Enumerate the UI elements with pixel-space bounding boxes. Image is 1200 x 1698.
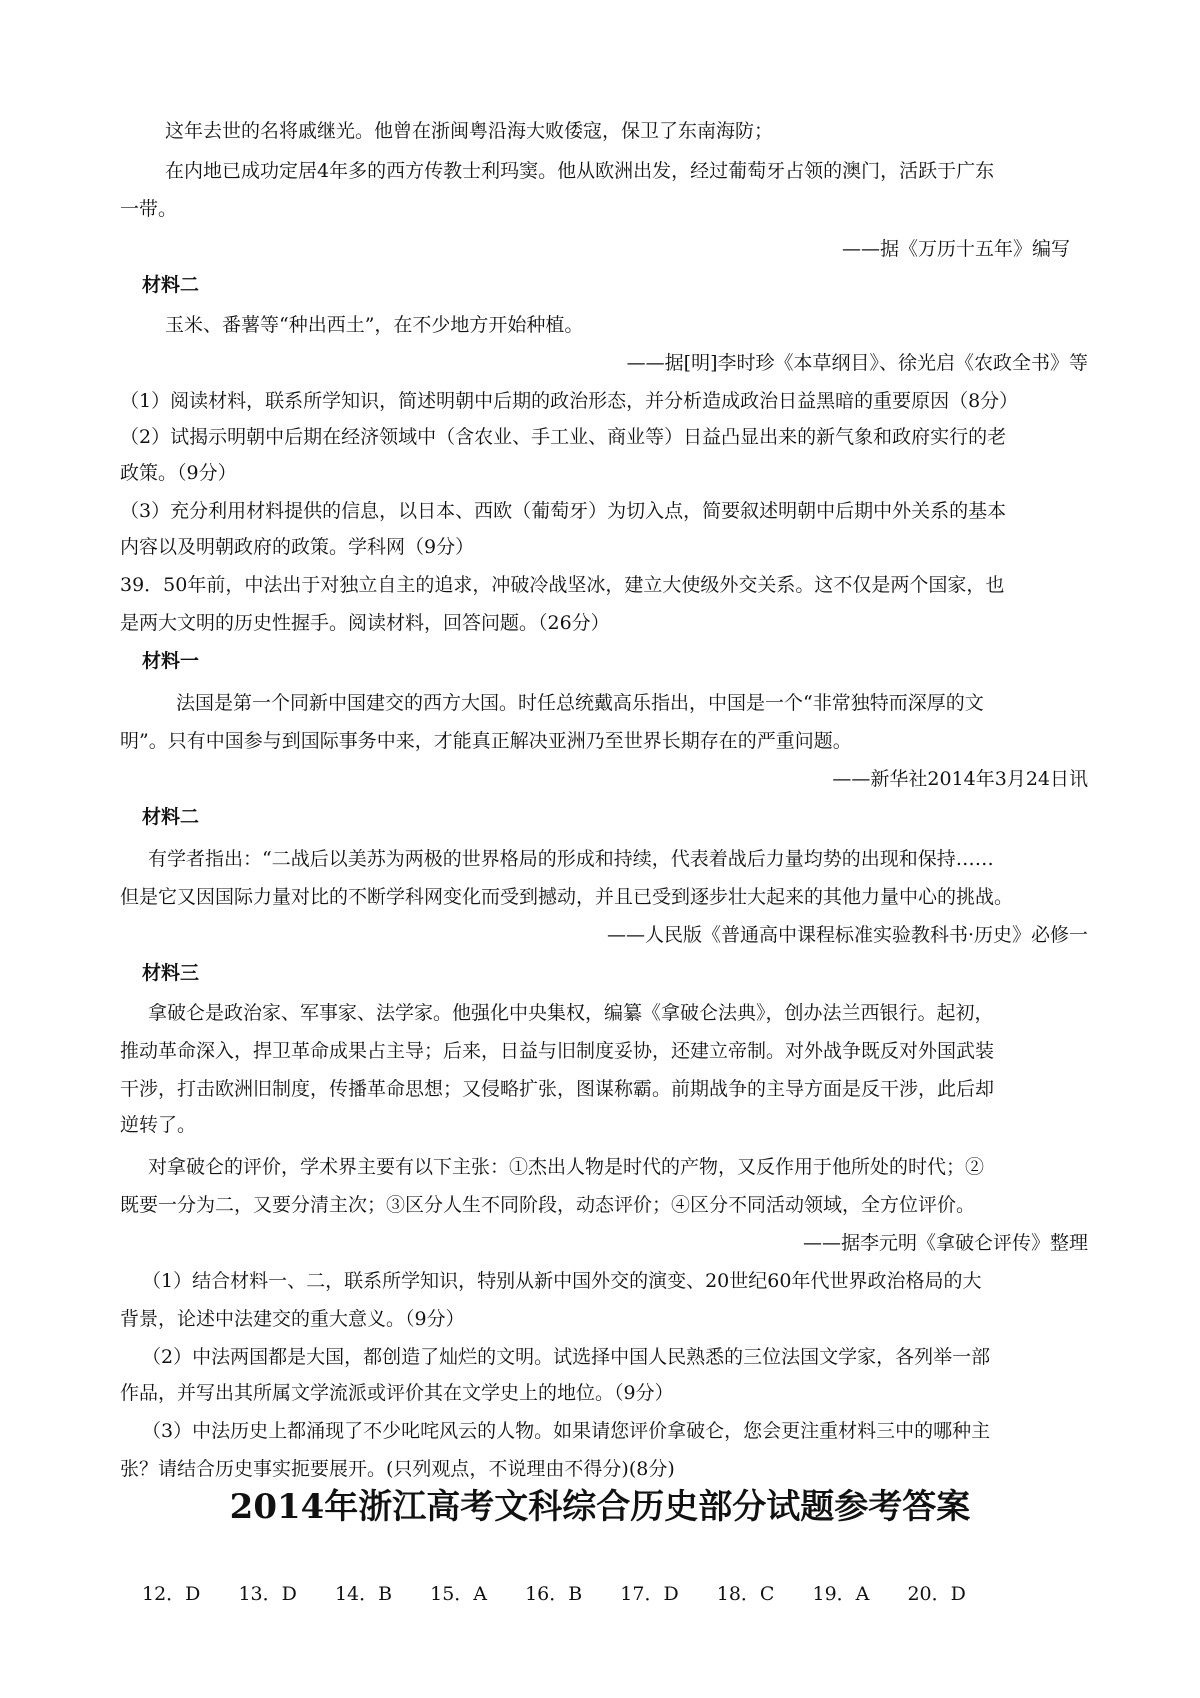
paragraph-line: 在内地已成功定居4年多的西方传教士利玛窦。他从欧洲出发，经过葡萄牙占领的澳门，活跃于广东	[165, 160, 995, 182]
answer-item: 15．A	[430, 1583, 488, 1605]
paragraph-line: 拿破仑是政治家、军事家、法学家。他强化中央集权，编纂《拿破仑法典》，创办法兰西银行。起初，	[148, 1002, 994, 1024]
question-line: （3）充分利用材料提供的信息，以日本、西欧（葡萄牙）为切入点，简要叙述明朝中后期中外关系的基本	[120, 500, 1007, 522]
paragraph-line: 有学者指出：“二战后以美苏为两极的世界格局的形成和持续，代表着战后力量均势的出现和保持……	[148, 848, 994, 870]
question-line: 作品，并写出其所属文学流派或评价其在文学史上的地位。（9分）	[120, 1382, 674, 1404]
answer-item: 19．A	[812, 1583, 870, 1605]
source-citation: ——据[明]李时珍《本草纲目》、徐光启《农政全书》等	[626, 352, 1088, 374]
source-citation: ——人民版《普通高中课程标准实验教科书·历史》必修一	[606, 924, 1088, 946]
answer-title: 2014年浙江高考文科综合历史部分试题参考答案	[229, 1487, 971, 1527]
paragraph-line: 既要一分为二，又要分清主次；③区分人生不同阶段，动态评价；④区分不同活动领域，全方位评价。	[120, 1194, 976, 1216]
paragraph-line: 干涉，打击欧洲旧制度，传播革命思想；又侵略扩张，图谋称霸。前期战争的主导方面是反干涉，此后却	[120, 1078, 995, 1100]
paragraph-line: 法国是第一个同新中国建交的西方大国。时任总统戴高乐指出，中国是一个“非常独特而深厚的文	[176, 692, 984, 714]
question-line: 张？请结合历史事实扼要展开。(只列观点，不说理由不得分)(8分)	[120, 1458, 675, 1480]
answer-item: 12．D	[142, 1583, 201, 1605]
question-line: 政策。（9分）	[120, 462, 237, 484]
paragraph-line: 一带。	[120, 198, 178, 220]
question-line: （1）阅读材料，联系所学知识，简述明朝中后期的政治形态，并分析造成政治日益黑暗的重要原因（8分）	[120, 390, 1019, 412]
question-line: 内容以及明朝政府的政策。学科网（9分）	[120, 536, 475, 558]
question-line: （3）中法历史上都涌现了不少叱咤风云的人物。如果请您评价拿破仑，您会更注重材料三中的哪种主	[142, 1420, 991, 1442]
paragraph-line: 玉米、番薯等“种出西土”，在不少地方开始种植。	[165, 314, 584, 336]
question-line: （2）试揭示明朝中后期在经济领域中（含农业、手工业、商业等）日益凸显出来的新气象和政府实行的老	[120, 426, 1007, 448]
answer-item: 18．C	[716, 1583, 775, 1605]
paragraph-line: 明”。只有中国参与到国际事务中来，才能真正解决亚洲乃至世界长期存在的严重问题。	[120, 730, 852, 752]
material-heading: 材料三	[142, 962, 200, 984]
question-line: 是两大文明的历史性握手。阅读材料，回答问题。（26分）	[120, 612, 610, 634]
question-line: 39．50年前，中法出于对独立自主的追求，冲破冷战坚冰，建立大使级外交关系。这不仅是两个国家，也	[120, 574, 1005, 596]
answer-item: 16．B	[525, 1583, 583, 1605]
material-heading: 材料一	[142, 650, 200, 672]
source-citation: ——据《万历十五年》编写	[841, 238, 1070, 260]
source-citation: ——据李元明《拿破仑评传》整理	[802, 1232, 1088, 1254]
source-citation: ——新华社2014年3月24日讯	[832, 768, 1088, 790]
paragraph-line: 但是它又因国际力量对比的不断学科网变化而受到撼动，并且已受到逐步壮大起来的其他力量中心的挑战。	[120, 886, 1014, 908]
paragraph-line: 这年去世的名将戚继光。他曾在浙闽粤沿海大败倭寇，保卫了东南海防；	[165, 120, 774, 142]
material-heading: 材料二	[142, 806, 200, 828]
material-heading: 材料二	[142, 274, 200, 296]
answer-item: 17．D	[620, 1583, 679, 1605]
paragraph-line: 对拿破仑的评价，学术界主要有以下主张：①杰出人物是时代的产物，又反作用于他所处的时代；②	[148, 1156, 985, 1178]
answer-row	[142, 1580, 998, 1608]
question-line: （2）中法两国都是大国，都创造了灿烂的文明。试选择中国人民熟悉的三位法国文学家，各列举一部	[142, 1346, 991, 1368]
paragraph-line: 逆转了。	[120, 1114, 197, 1136]
answer-item: 14．B	[334, 1583, 393, 1605]
answer-item: 13．D	[238, 1583, 297, 1605]
paragraph-line: 推动革命深入，捍卫革命成果占主导；后来，日益与旧制度妥协，还建立帝制。对外战争既反对外国武装	[120, 1040, 995, 1062]
question-line: 背景，论述中法建交的重大意义。（9分）	[120, 1308, 465, 1330]
question-line: （1）结合材料一、二，联系所学知识，特别从新中国外交的演变、20世纪60年代世界政治格局的大	[142, 1270, 982, 1292]
answer-item: 20．D	[907, 1583, 966, 1605]
